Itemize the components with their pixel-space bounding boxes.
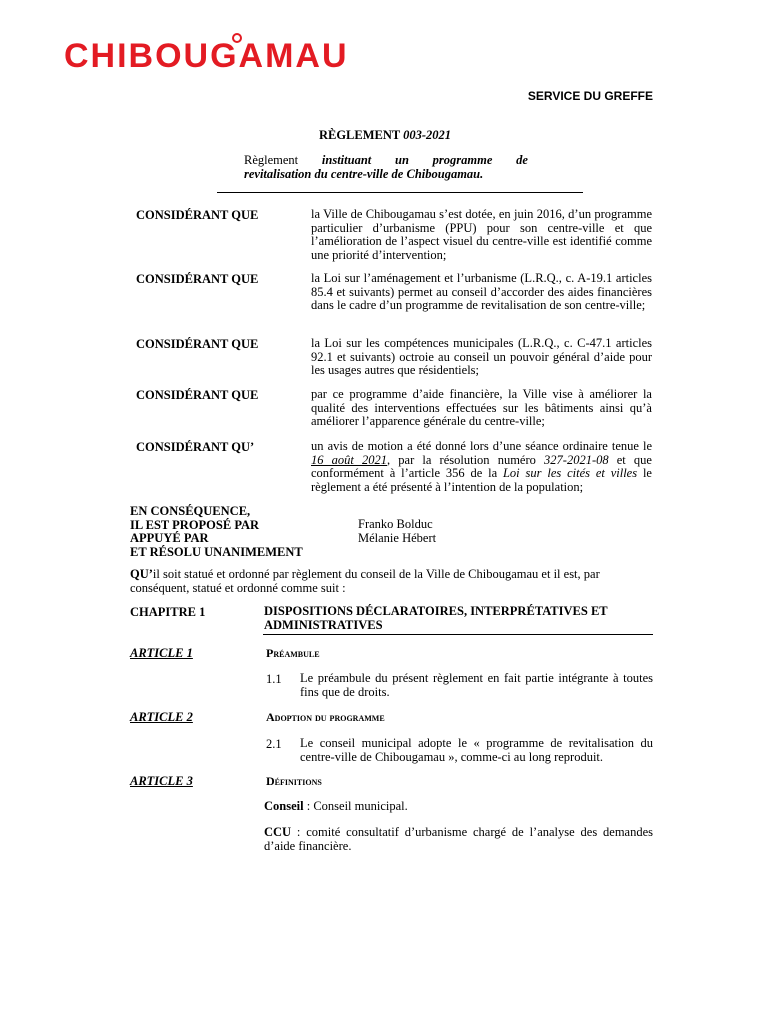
statement-lead: QU’: [130, 567, 153, 581]
law-reference: Loi sur les cités et villes: [502, 466, 638, 480]
subtitle-word: de: [516, 153, 528, 167]
article-title: Définitions: [266, 774, 322, 788]
consequence-line: IL EST PROPOSÉ PAR: [130, 517, 260, 532]
proposer-name: Franko Bolduc: [358, 517, 433, 531]
consideration-label: CONSIDÉRANT QUE: [136, 337, 259, 351]
logo-ring-icon: [232, 33, 242, 43]
meeting-date: 16 août 2021: [311, 452, 388, 467]
subtitle-word: un: [395, 153, 409, 167]
consideration-label: CONSIDÉRANT QUE: [136, 388, 259, 402]
chapter-divider: [263, 634, 653, 635]
article-label: ARTICLE 2: [130, 710, 193, 724]
consideration-text-part: et que conformément à l’article 356 de la: [311, 452, 652, 480]
paragraph-text: Le préambule du présent règlement en fait partie intégrante à toutes fins que de droits.: [300, 671, 653, 699]
consideration-label: CONSIDÉRANT QUE: [136, 208, 259, 222]
seconder-name: Mélanie Hébert: [358, 530, 437, 545]
consideration-label: CONSIDÉRANT QU’: [136, 440, 255, 454]
motion-names: [358, 518, 436, 545]
definition: [264, 800, 653, 814]
regulation-subtitle-line2: revitalisation du centre-ville de Chibougamau.: [244, 167, 484, 181]
article-label: ARTICLE 1: [130, 646, 193, 660]
regulation-title-prefix: RÈGLEMENT: [318, 128, 400, 142]
paragraph-text: Le conseil municipal adopte le « programme de revitalisation du centre-ville de Chibougamau », comme-ci au long reproduit.: [300, 736, 653, 764]
consequence-line: EN CONSÉQUENCE,: [130, 504, 251, 518]
definition-term: CCU: [264, 825, 292, 839]
consideration-text: la Loi sur l’aménagement et l’urbanisme (L.R.Q., c. A-19.1 articles 85.4 et suivants) permet au conseil d’accorder des aides financières dans le cadre d’un programme de revitalisation de son centre-ville;: [311, 271, 652, 312]
consideration-text-part: le règlement a été présenté à l’intention de la population;: [311, 466, 652, 494]
subtitle-word: instituant: [321, 153, 372, 167]
subtitle-word: Règlement: [244, 153, 299, 167]
service-name: SERVICE DU GREFFE: [527, 89, 653, 103]
consideration-text: la Ville de Chibougamau s’est dotée, en juin 2016, d’un programme particulier d’urbanisme (PPU) pour son centre-ville et que l’amélioration de l’aspect visuel du centre-ville est identifié comme une priorité d’intervention;: [311, 207, 652, 262]
title-divider: [217, 192, 583, 193]
consideration-label: CONSIDÉRANT QUE: [136, 272, 259, 286]
definition-text: : Conseil municipal.: [303, 799, 408, 813]
regulation-number: 003-2021: [403, 128, 452, 142]
consideration-text: [311, 440, 652, 494]
consideration-text: la Loi sur les compétences municipales (L.R.Q., c. C-47.1 articles 92.1 et suivants) octroie au conseil un pouvoir général d’aide pour les usages autres que résidentiels;: [311, 336, 652, 377]
chapter-label: CHAPITRE 1: [130, 605, 206, 619]
consequence-line: APPUYÉ PAR: [130, 531, 209, 545]
regulation-subtitle: [244, 153, 528, 181]
article-title: Adoption du programme: [266, 710, 385, 724]
definition: [264, 826, 653, 853]
regulation-title: [0, 128, 770, 143]
article-label: ARTICLE 3: [130, 774, 193, 788]
article-title: Préambule: [266, 646, 320, 660]
consequence-block: [130, 505, 303, 559]
chibougamau-logo: [64, 36, 349, 76]
paragraph-number: 2.1: [266, 737, 282, 751]
logo-text: CHIBOUGAMAU: [64, 37, 349, 75]
paragraph-number: 1.1: [266, 672, 282, 686]
consideration-text: par ce programme d’aide financière, la Ville vise à améliorer la qualité des interventions effectuées sur les bâtiments ainsi qu’à améliorer l’apparence générale du centre-ville;: [311, 387, 652, 428]
resolution-number: 327-2021-08: [544, 452, 609, 467]
consideration-text-part: un avis de motion a été donné lors d’une séance ordinaire tenue le: [311, 439, 652, 453]
statement-text: il soit statué et ordonné par règlement du conseil de la Ville de Chibougamau et il est, par conséquent, statué et ordonné comme suit :: [130, 567, 600, 595]
statement: [130, 568, 653, 595]
consideration-text-part: , par la résolution numéro: [387, 452, 545, 467]
chapter-title: DISPOSITIONS DÉCLARATOIRES, INTERPRÉTATIVES ET ADMINISTRATIVES: [264, 604, 608, 632]
subtitle-word: programme: [432, 153, 493, 167]
regulation-subtitle-line1: [244, 153, 528, 167]
consequence-line: ET RÉSOLU UNANIMEMENT: [130, 544, 303, 559]
definition-text: : comité consultatif d’urbanisme chargé de l’analyse des demandes d’aide financière.: [264, 825, 653, 853]
definition-term: Conseil: [264, 799, 304, 813]
